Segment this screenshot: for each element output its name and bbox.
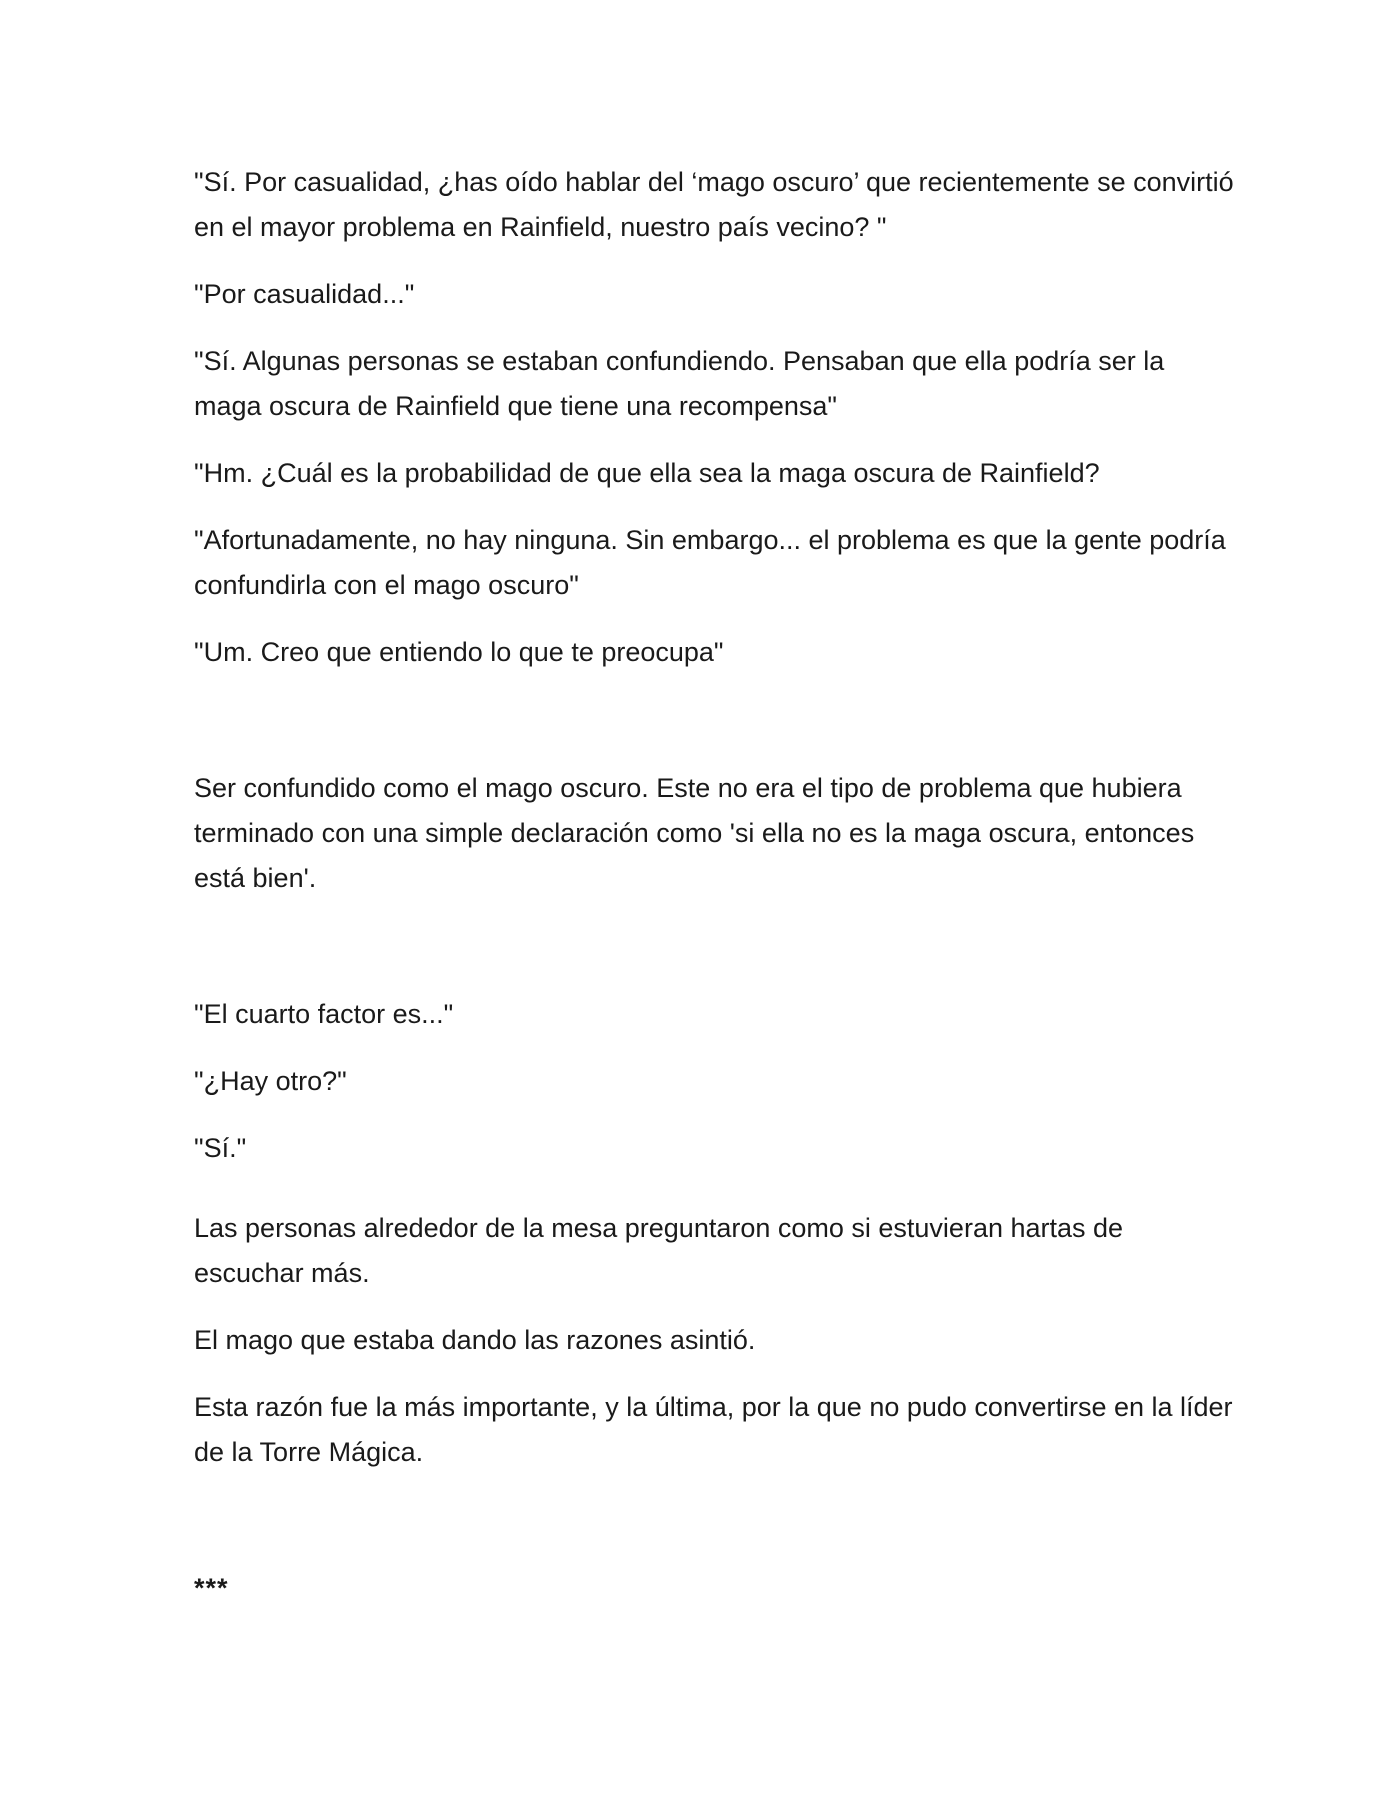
paragraph: "Um. Creo que entiendo lo que te preocupa" <box>194 637 724 667</box>
paragraph: "Afortunadamente, no hay ninguna. Sin embargo... el problema es que la gente podría confundirla con el mago oscuro" <box>194 525 1226 600</box>
paragraph: "Sí. Algunas personas se estaban confundiendo. Pensaban que ella podría ser la maga oscura de Rainfield que tiene una recompensa" <box>194 346 1165 421</box>
paragraph: "Sí. Por casualidad, ¿has oído hablar del ‘mago oscuro’ que recientemente se convirtió en el mayor problema en Rainfield, nuestro país vecino? " <box>194 167 1234 242</box>
paragraph: Las personas alrededor de la mesa preguntaron como si estuvieran hartas de escuchar más. <box>194 1213 1124 1288</box>
text-column <box>194 160 1234 1633</box>
scene-separator: *** <box>194 1573 229 1603</box>
paragraph: "El cuarto factor es..." <box>194 999 454 1029</box>
paragraph: Ser confundido como el mago oscuro. Este no era el tipo de problema que hubiera terminado con una simple declaración como 'si ella no es la maga oscura, entonces está bien'. <box>194 773 1195 893</box>
paragraph: "Sí." <box>194 1133 247 1163</box>
paragraph: El mago que estaba dando las razones asintió. <box>194 1325 756 1355</box>
paragraph: "Hm. ¿Cuál es la probabilidad de que ella sea la maga oscura de Rainfield? <box>194 458 1100 488</box>
paragraph: "Por casualidad..." <box>194 279 415 309</box>
paragraph: Esta razón fue la más importante, y la última, por la que no pudo convertirse en la líder de la Torre Mágica. <box>194 1392 1233 1467</box>
paragraph: "¿Hay otro?" <box>194 1066 347 1096</box>
